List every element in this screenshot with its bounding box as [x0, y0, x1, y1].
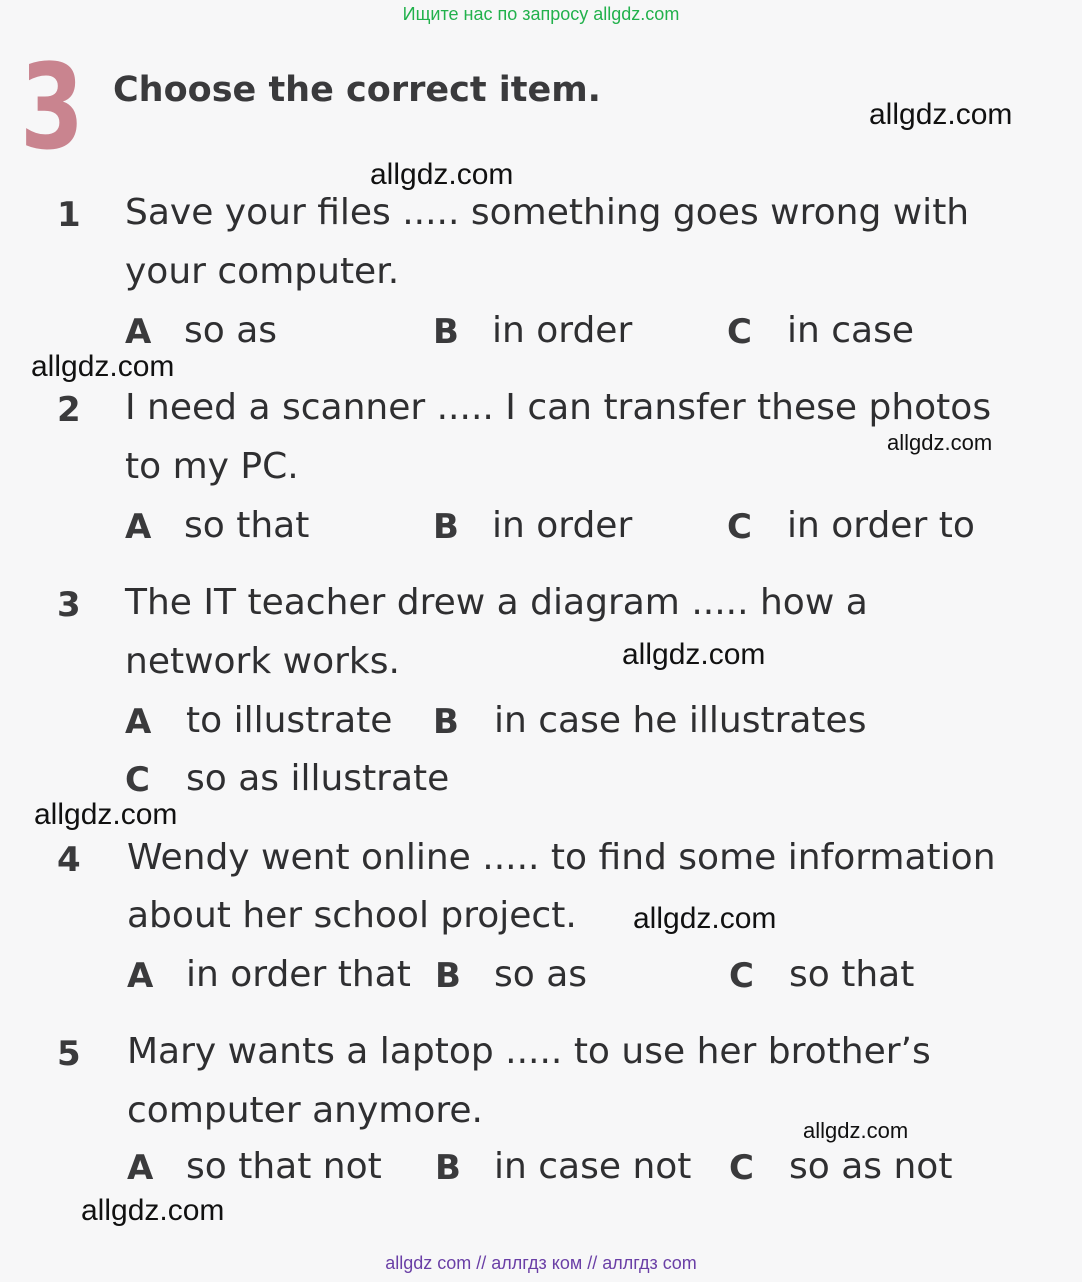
option-letter: B [433, 702, 459, 742]
watermark: allgdz.com [31, 350, 175, 383]
option-text: in order to [787, 505, 975, 546]
option-text: so as illustrate [186, 758, 450, 799]
option-text: in case not [494, 1146, 692, 1187]
option-text: in order that [186, 954, 411, 995]
option-text: so as [494, 954, 588, 995]
option-text: in order [492, 505, 633, 546]
watermark: allgdz.com [370, 158, 514, 191]
watermark: allgdz.com [81, 1194, 225, 1227]
option-text: in order [492, 310, 633, 351]
option-letter: A [127, 956, 154, 996]
question-number: 4 [57, 840, 81, 880]
question-line: to my PC. [125, 446, 299, 487]
option-letter: A [127, 1148, 154, 1188]
option-letter: B [433, 312, 459, 352]
question-number: 1 [57, 195, 81, 235]
option-text: so that [184, 505, 310, 546]
option-text: so that [789, 954, 915, 995]
option-letter: B [433, 507, 459, 547]
question-line: The IT teacher drew a diagram ..... how a [125, 582, 868, 623]
exercise-number: 3 [20, 38, 83, 176]
option-letter: C [125, 760, 150, 800]
watermark: allgdz.com [869, 98, 1013, 131]
option-letter: A [125, 702, 152, 742]
exercise-instruction: Choose the correct item. [113, 70, 601, 110]
footer-watermark: allgdz com // аллгдз ком // аллгдз com [385, 1253, 697, 1273]
watermark: allgdz.com [34, 798, 178, 831]
question-line: Save your files ..... something goes wrong with [125, 192, 970, 233]
option-letter: C [727, 507, 752, 547]
question-line: Wendy went online ..... to find some information [127, 837, 996, 878]
option-letter: B [435, 956, 461, 996]
option-text: to illustrate [186, 700, 393, 741]
watermark: allgdz.com [803, 1118, 909, 1143]
question-line: about her school project. [127, 895, 577, 936]
option-letter: A [125, 312, 152, 352]
question-line: Mary wants a laptop ..... to use her brother’s [127, 1031, 931, 1072]
option-text: so as [184, 310, 278, 351]
option-letter: A [125, 507, 152, 547]
option-text: so that not [186, 1146, 382, 1187]
option-text: in case he illustrates [494, 700, 867, 741]
top-banner: Ищите нас по запросу allgdz.com [402, 4, 680, 24]
question-line: computer anymore. [127, 1090, 483, 1131]
watermark: allgdz.com [633, 902, 777, 935]
watermark: allgdz.com [622, 638, 766, 671]
question-line: I need a scanner ..... I can transfer these photos [125, 387, 992, 428]
question-number: 3 [57, 585, 81, 625]
option-letter: C [729, 1148, 754, 1188]
option-letter: C [727, 312, 752, 352]
option-text: so as not [789, 1146, 953, 1187]
watermark: allgdz.com [887, 430, 993, 455]
question-line: network works. [125, 641, 400, 682]
question-line: your computer. [125, 251, 400, 292]
option-letter: B [435, 1148, 461, 1188]
question-number: 2 [57, 390, 81, 430]
option-text: in case [787, 310, 915, 351]
option-letter: C [729, 956, 754, 996]
question-number: 5 [57, 1034, 81, 1074]
